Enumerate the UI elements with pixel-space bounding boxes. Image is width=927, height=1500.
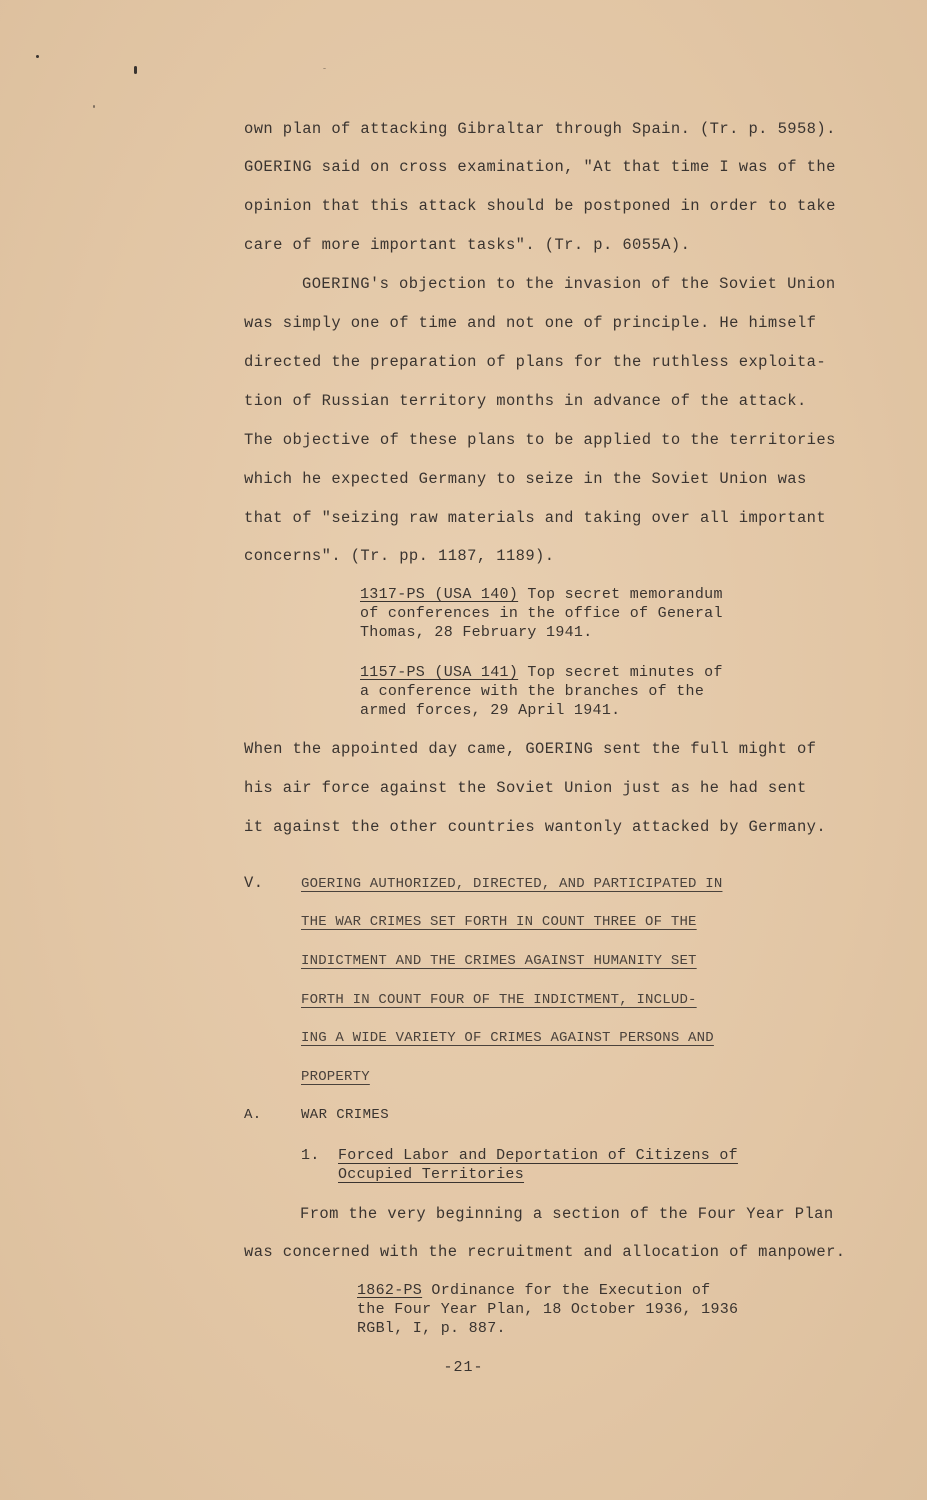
citation-1157-ps	[360, 663, 723, 720]
section-heading-line: GOERING AUTHORIZED, DIRECTED, AND PARTICIPATED IN	[301, 876, 723, 892]
section-heading-line: INDICTMENT AND THE CRIMES AGAINST HUMANITY SET	[301, 953, 697, 969]
page-number: -21-	[443, 1359, 484, 1376]
citation-text: Top secret minutes of	[518, 664, 723, 681]
section-heading-line: PROPERTY	[301, 1069, 370, 1085]
section-heading-line: THE WAR CRIMES SET FORTH IN COUNT THREE OF THE	[301, 914, 697, 930]
text-line: that of "seizing raw materials and taking over all important	[244, 509, 827, 527]
text-line: concerns". (Tr. pp. 1187, 1189).	[244, 547, 555, 565]
citation-text: armed forces, 29 April 1941.	[360, 702, 621, 719]
citation-text: the Four Year Plan, 18 October 1936, 1936	[357, 1301, 739, 1318]
text-line: it against the other countries wantonly attacked by Germany.	[244, 818, 827, 836]
section-number: V.	[244, 874, 264, 892]
text-line: own plan of attacking Gibraltar through Spain. (Tr. p. 5958).	[244, 120, 836, 138]
subsection-title-line: Forced Labor and Deportation of Citizens of	[338, 1147, 738, 1164]
citation-1862-ps	[357, 1281, 738, 1338]
citation-1317-ps	[360, 585, 723, 642]
text-line: was concerned with the recruitment and allocation of manpower.	[244, 1243, 846, 1261]
text-line: The objective of these plans to be applied to the territories	[244, 431, 836, 449]
text-line: GOERING's objection to the invasion of the Soviet Union	[302, 275, 836, 293]
citation-text: RGBl, I, p. 887.	[357, 1320, 506, 1337]
subsection-title	[338, 1146, 738, 1184]
citation-text: Thomas, 28 February 1941.	[360, 624, 593, 641]
section-heading-line: ING A WIDE VARIETY OF CRIMES AGAINST PERSONS AND	[301, 1030, 714, 1046]
text-line: was simply one of time and not one of principle. He himself	[244, 314, 817, 332]
citation-reference: 1862-PS	[357, 1282, 423, 1299]
scan-speck	[36, 55, 39, 58]
text-line: care of more important tasks". (Tr. p. 6055A).	[244, 236, 691, 254]
text-line: From the very beginning a section of the Four Year Plan	[300, 1205, 834, 1223]
subsection-title-line: Occupied Territories	[338, 1166, 525, 1183]
subsection-number: 1.	[301, 1147, 320, 1164]
scan-speck	[323, 68, 326, 69]
citation-text: Ordinance for the Execution of	[422, 1282, 711, 1299]
subsection-title: WAR CRIMES	[301, 1107, 390, 1123]
citation-text: a conference with the branches of the	[360, 683, 705, 700]
scan-speck	[93, 105, 95, 108]
text-line: opinion that this attack should be postponed in order to take	[244, 197, 836, 215]
citation-reference: 1317-PS (USA 140)	[360, 586, 519, 603]
text-line: When the appointed day came, GOERING sent the full might of	[244, 740, 817, 758]
citation-text: of conferences in the office of General	[360, 605, 723, 622]
text-line: his air force against the Soviet Union just as he had sent	[244, 779, 807, 797]
section-heading-line: FORTH IN COUNT FOUR OF THE INDICTMENT, INCLUD-	[301, 992, 697, 1008]
text-line: directed the preparation of plans for the ruthless exploita-	[244, 353, 827, 371]
subsection-letter: A.	[244, 1107, 262, 1123]
citation-text: Top secret memorandum	[518, 586, 723, 603]
text-line: which he expected Germany to seize in the Soviet Union was	[244, 470, 807, 488]
text-line: GOERING said on cross examination, "At that time I was of the	[244, 158, 836, 176]
citation-reference: 1157-PS (USA 141)	[360, 664, 519, 681]
scan-speck	[134, 66, 137, 74]
text-line: tion of Russian territory months in advance of the attack.	[244, 392, 807, 410]
